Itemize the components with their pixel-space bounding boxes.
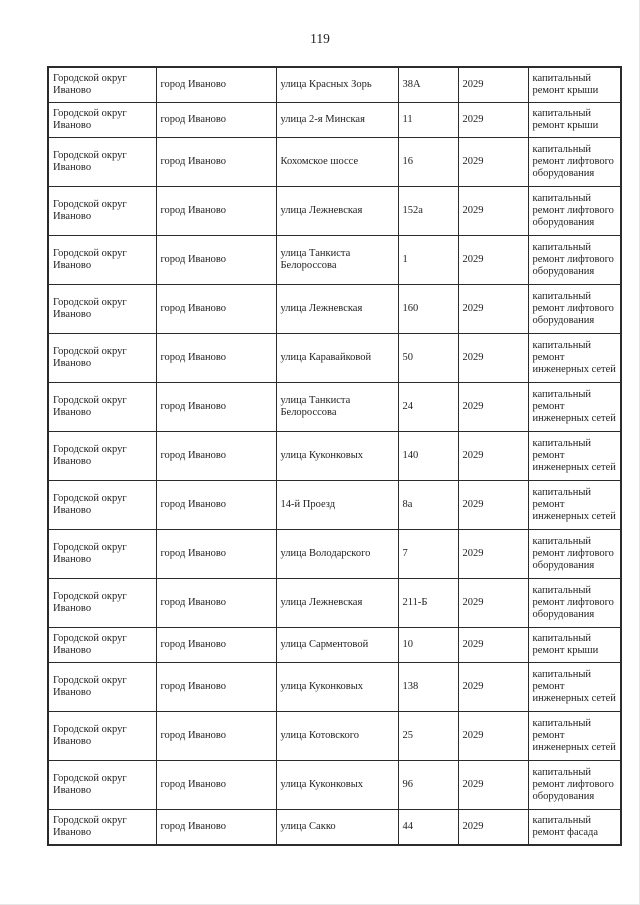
street-cell: улица Танкиста Белороссова bbox=[276, 236, 398, 285]
year-cell: 2029 bbox=[458, 481, 528, 530]
street-cell: улица Танкиста Белороссова bbox=[276, 383, 398, 432]
city-cell: город Иваново bbox=[156, 187, 276, 236]
district-cell: Городской округ Иваново bbox=[48, 383, 156, 432]
district-cell: Городской округ Иваново bbox=[48, 138, 156, 187]
street-cell: улица Красных Зорь bbox=[276, 67, 398, 103]
city-cell: город Иваново bbox=[156, 663, 276, 712]
house-number-cell: 38А bbox=[398, 67, 458, 103]
house-number-cell: 10 bbox=[398, 628, 458, 663]
city-cell: город Иваново bbox=[156, 761, 276, 810]
district-cell: Городской округ Иваново bbox=[48, 103, 156, 138]
table-row bbox=[48, 383, 621, 432]
city-cell: город Иваново bbox=[156, 628, 276, 663]
year-cell: 2029 bbox=[458, 663, 528, 712]
year-cell: 2029 bbox=[458, 530, 528, 579]
district-cell: Городской округ Иваново bbox=[48, 530, 156, 579]
city-cell: город Иваново bbox=[156, 530, 276, 579]
district-cell: Городской округ Иваново bbox=[48, 761, 156, 810]
table-row bbox=[48, 712, 621, 761]
year-cell: 2029 bbox=[458, 236, 528, 285]
house-number-cell: 8а bbox=[398, 481, 458, 530]
table-row bbox=[48, 285, 621, 334]
year-cell: 2029 bbox=[458, 285, 528, 334]
work-type-cell: капитальный ремонт крыши bbox=[528, 628, 621, 663]
capital-repairs-table bbox=[47, 66, 622, 846]
street-cell: улица Лежневская bbox=[276, 579, 398, 628]
city-cell: город Иваново bbox=[156, 236, 276, 285]
house-number-cell: 11 bbox=[398, 103, 458, 138]
work-type-cell: капитальный ремонт крыши bbox=[528, 67, 621, 103]
street-cell: 14-й Проезд bbox=[276, 481, 398, 530]
house-number-cell: 24 bbox=[398, 383, 458, 432]
work-type-cell: капитальный ремонт фасада bbox=[528, 810, 621, 846]
house-number-cell: 1 bbox=[398, 236, 458, 285]
street-cell: Кохомское шоссе bbox=[276, 138, 398, 187]
city-cell: город Иваново bbox=[156, 103, 276, 138]
table-row bbox=[48, 187, 621, 236]
street-cell: улица Сакко bbox=[276, 810, 398, 846]
district-cell: Городской округ Иваново bbox=[48, 628, 156, 663]
street-cell: улица Куконковых bbox=[276, 761, 398, 810]
table-row bbox=[48, 663, 621, 712]
table-row bbox=[48, 236, 621, 285]
year-cell: 2029 bbox=[458, 712, 528, 761]
year-cell: 2029 bbox=[458, 579, 528, 628]
work-type-cell: капитальный ремонт лифтового оборудования bbox=[528, 285, 621, 334]
street-cell: улица Лежневская bbox=[276, 285, 398, 334]
table-row bbox=[48, 530, 621, 579]
city-cell: город Иваново bbox=[156, 334, 276, 383]
work-type-cell: капитальный ремонт крыши bbox=[528, 103, 621, 138]
street-cell: улица Котовского bbox=[276, 712, 398, 761]
house-number-cell: 138 bbox=[398, 663, 458, 712]
year-cell: 2029 bbox=[458, 103, 528, 138]
district-cell: Городской округ Иваново bbox=[48, 481, 156, 530]
city-cell: город Иваново bbox=[156, 810, 276, 846]
street-cell: улица Куконковых bbox=[276, 432, 398, 481]
work-type-cell: капитальный ремонт инженерных сетей bbox=[528, 712, 621, 761]
page-number: 119 bbox=[310, 31, 330, 46]
work-type-cell: капитальный ремонт лифтового оборудования bbox=[528, 530, 621, 579]
work-type-cell: капитальный ремонт лифтового оборудования bbox=[528, 761, 621, 810]
street-cell: улица Куконковых bbox=[276, 663, 398, 712]
year-cell: 2029 bbox=[458, 383, 528, 432]
year-cell: 2029 bbox=[458, 628, 528, 663]
house-number-cell: 96 bbox=[398, 761, 458, 810]
table-row bbox=[48, 138, 621, 187]
table-row bbox=[48, 628, 621, 663]
table-body bbox=[48, 67, 621, 845]
table-row bbox=[48, 432, 621, 481]
work-type-cell: капитальный ремонт инженерных сетей bbox=[528, 432, 621, 481]
table-row bbox=[48, 67, 621, 103]
year-cell: 2029 bbox=[458, 67, 528, 103]
district-cell: Городской округ Иваново bbox=[48, 285, 156, 334]
work-type-cell: капитальный ремонт лифтового оборудования bbox=[528, 579, 621, 628]
city-cell: город Иваново bbox=[156, 67, 276, 103]
table-row bbox=[48, 579, 621, 628]
district-cell: Городской округ Иваново bbox=[48, 236, 156, 285]
city-cell: город Иваново bbox=[156, 432, 276, 481]
street-cell: улица Сарментовой bbox=[276, 628, 398, 663]
house-number-cell: 25 bbox=[398, 712, 458, 761]
street-cell: улица 2-я Минская bbox=[276, 103, 398, 138]
work-type-cell: капитальный ремонт инженерных сетей bbox=[528, 663, 621, 712]
year-cell: 2029 bbox=[458, 138, 528, 187]
year-cell: 2029 bbox=[458, 187, 528, 236]
work-type-cell: капитальный ремонт инженерных сетей bbox=[528, 481, 621, 530]
year-cell: 2029 bbox=[458, 334, 528, 383]
district-cell: Городской округ Иваново bbox=[48, 67, 156, 103]
street-cell: улица Каравайковой bbox=[276, 334, 398, 383]
house-number-cell: 140 bbox=[398, 432, 458, 481]
district-cell: Городской округ Иваново bbox=[48, 432, 156, 481]
city-cell: город Иваново bbox=[156, 579, 276, 628]
table-row bbox=[48, 810, 621, 846]
district-cell: Городской округ Иваново bbox=[48, 187, 156, 236]
district-cell: Городской округ Иваново bbox=[48, 663, 156, 712]
city-cell: город Иваново bbox=[156, 138, 276, 187]
year-cell: 2029 bbox=[458, 761, 528, 810]
table-row bbox=[48, 481, 621, 530]
work-type-cell: капитальный ремонт инженерных сетей bbox=[528, 334, 621, 383]
city-cell: город Иваново bbox=[156, 383, 276, 432]
work-type-cell: капитальный ремонт лифтового оборудования bbox=[528, 187, 621, 236]
city-cell: город Иваново bbox=[156, 712, 276, 761]
street-cell: улица Лежневская bbox=[276, 187, 398, 236]
work-type-cell: капитальный ремонт лифтового оборудования bbox=[528, 138, 621, 187]
house-number-cell: 44 bbox=[398, 810, 458, 846]
district-cell: Городской округ Иваново bbox=[48, 712, 156, 761]
house-number-cell: 16 bbox=[398, 138, 458, 187]
house-number-cell: 7 bbox=[398, 530, 458, 579]
city-cell: город Иваново bbox=[156, 481, 276, 530]
district-cell: Городской округ Иваново bbox=[48, 334, 156, 383]
house-number-cell: 211-Б bbox=[398, 579, 458, 628]
district-cell: Городской округ Иваново bbox=[48, 810, 156, 846]
table-row bbox=[48, 761, 621, 810]
work-type-cell: капитальный ремонт лифтового оборудования bbox=[528, 236, 621, 285]
street-cell: улица Володарского bbox=[276, 530, 398, 579]
table-row bbox=[48, 103, 621, 138]
table-row bbox=[48, 334, 621, 383]
year-cell: 2029 bbox=[458, 432, 528, 481]
work-type-cell: капитальный ремонт инженерных сетей bbox=[528, 383, 621, 432]
house-number-cell: 160 bbox=[398, 285, 458, 334]
year-cell: 2029 bbox=[458, 810, 528, 846]
house-number-cell: 50 bbox=[398, 334, 458, 383]
city-cell: город Иваново bbox=[156, 285, 276, 334]
district-cell: Городской округ Иваново bbox=[48, 579, 156, 628]
house-number-cell: 152а bbox=[398, 187, 458, 236]
